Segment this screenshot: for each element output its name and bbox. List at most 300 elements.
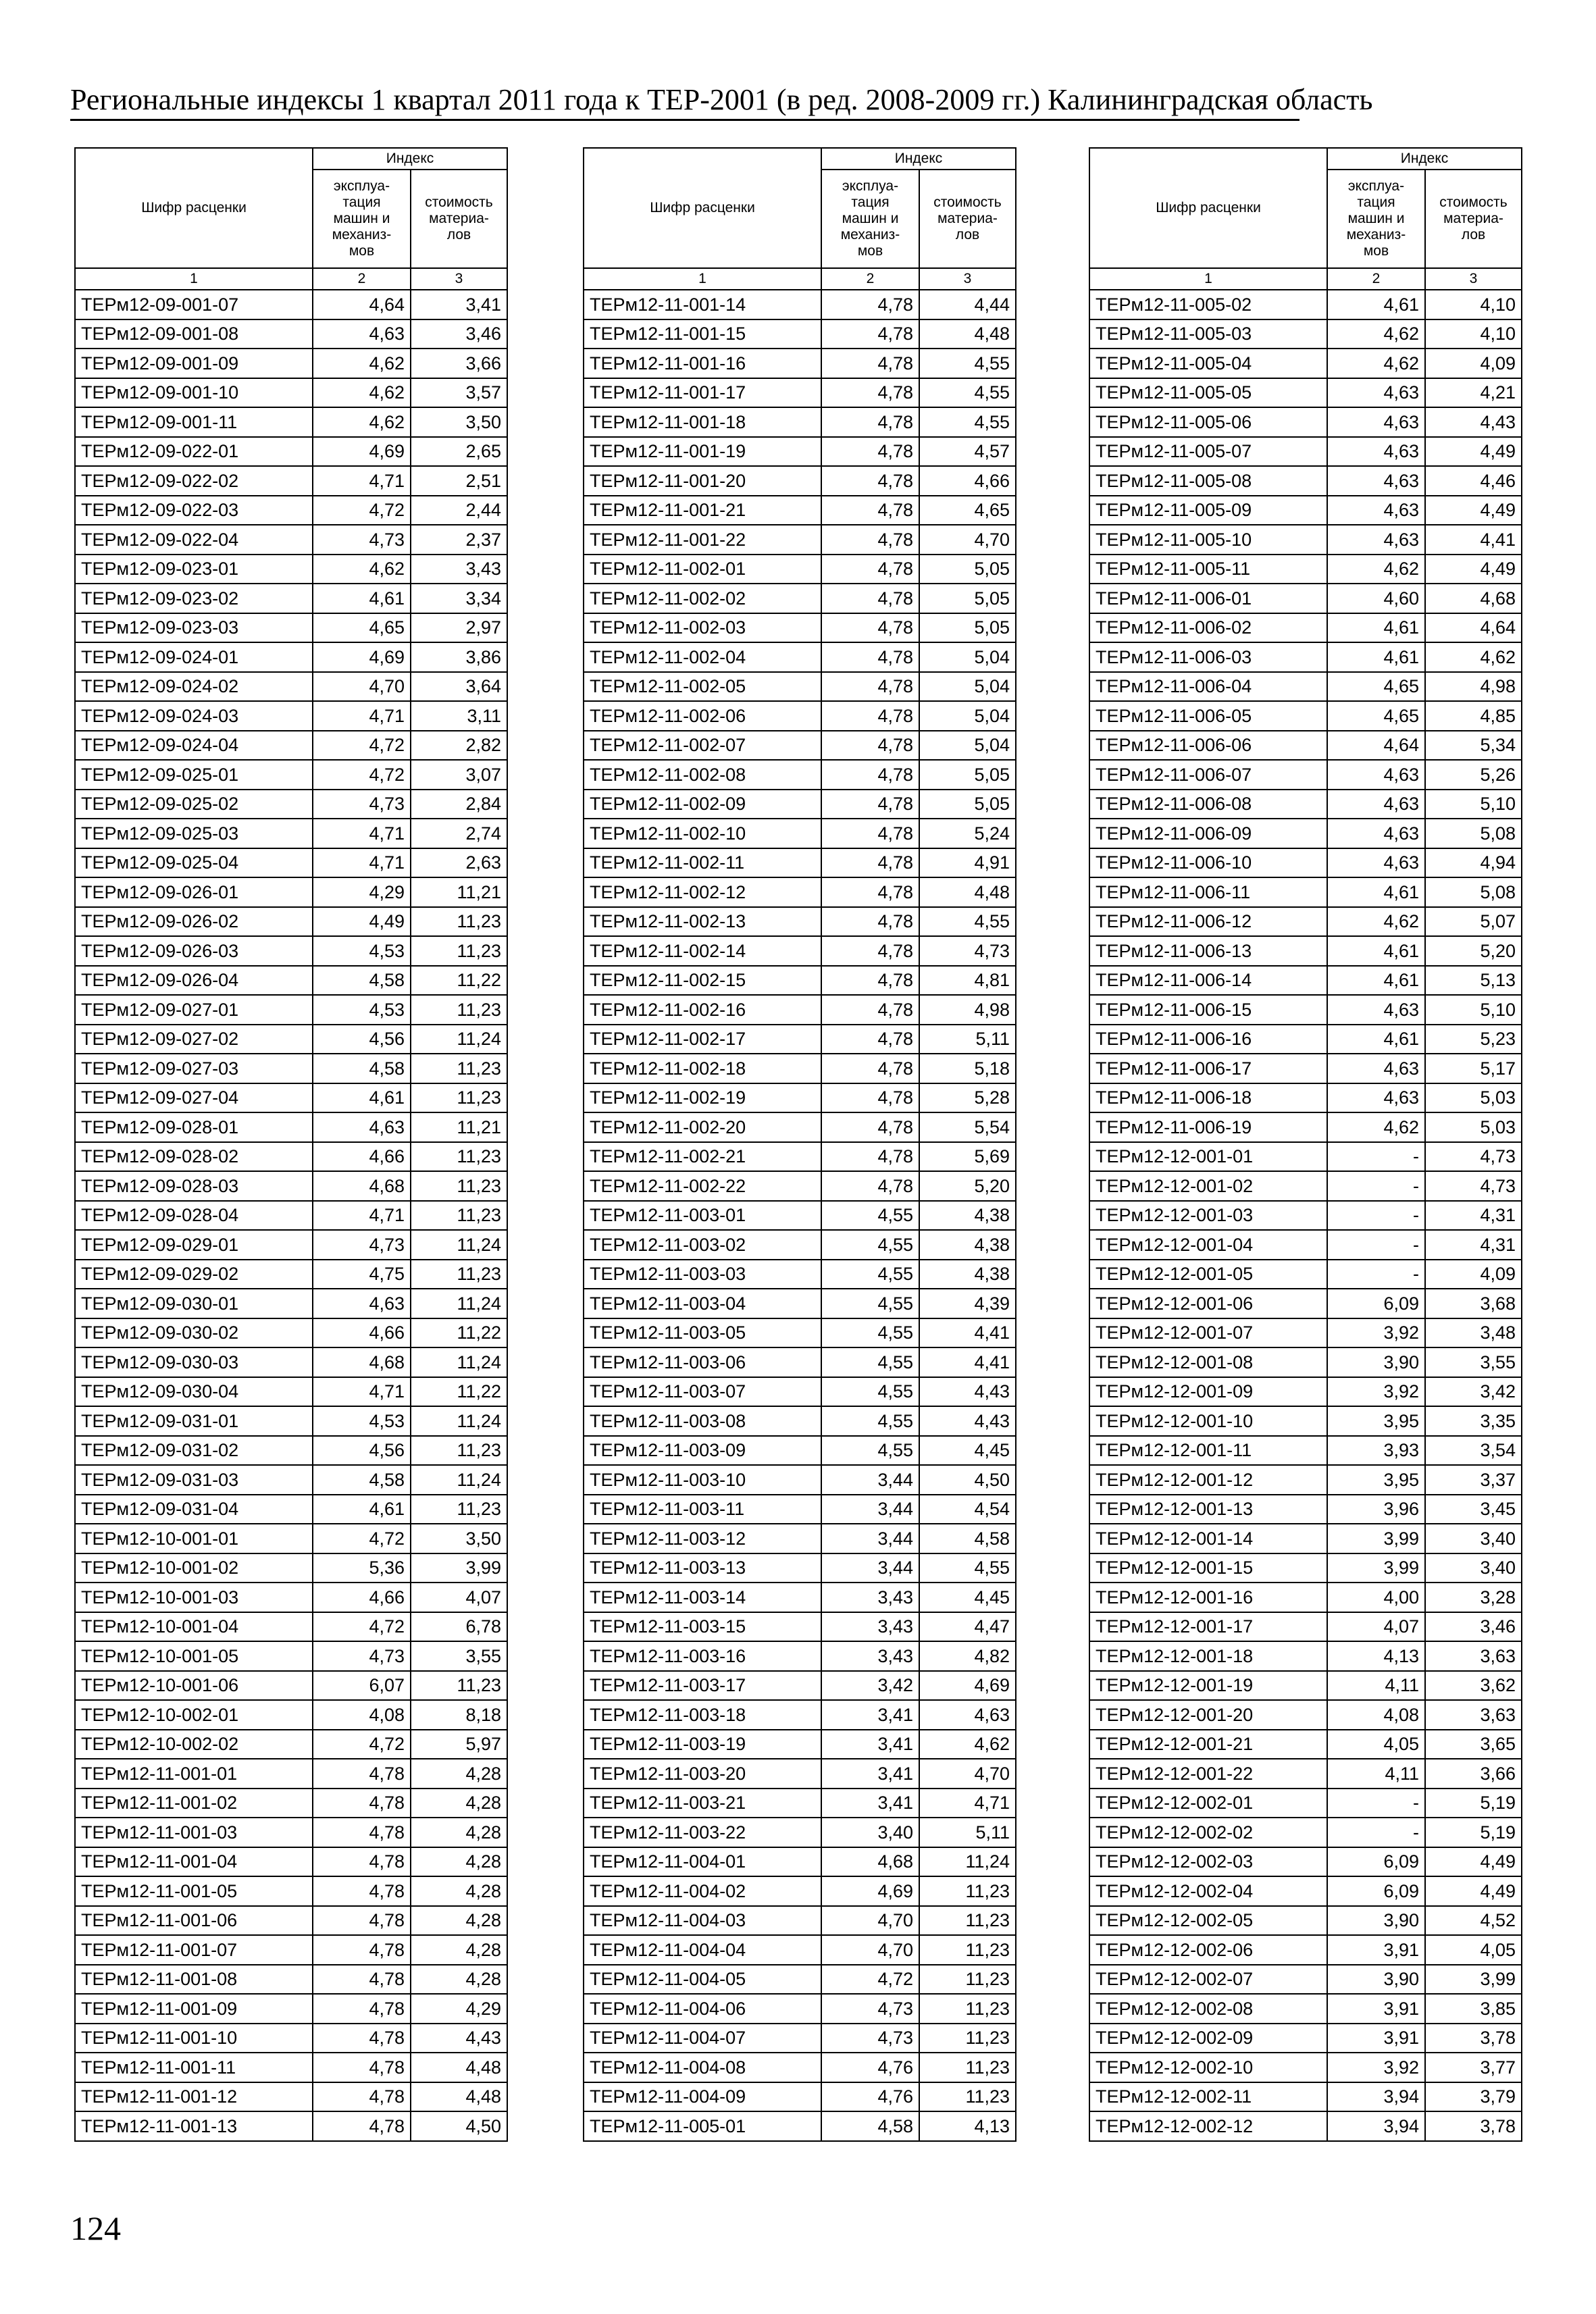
- materials-index-cell: 5,24: [919, 819, 1016, 848]
- materials-index-cell: 11,21: [411, 1112, 507, 1142]
- table-row: [75, 848, 507, 878]
- table-row: [584, 1789, 1016, 1818]
- materials-index-cell: 4,57: [919, 437, 1016, 467]
- machines-index-cell: 4,58: [313, 1465, 411, 1495]
- materials-index-cell: 3,42: [1425, 1377, 1522, 1407]
- materials-index-cell: 4,81: [919, 966, 1016, 996]
- table-row: [1089, 1965, 1522, 1995]
- machines-index-cell: 4,62: [1327, 319, 1425, 349]
- table-row: [1089, 1906, 1522, 1936]
- machines-index-cell: 4,64: [1327, 731, 1425, 761]
- rate-code-cell: ТЕРм12-11-002-05: [584, 672, 821, 702]
- machines-index-cell: 4,13: [1327, 1641, 1425, 1671]
- rate-code-cell: ТЕРм12-11-002-10: [584, 819, 821, 848]
- table-row: [75, 877, 507, 907]
- table-row: [75, 1083, 507, 1113]
- materials-index-cell: 11,22: [411, 1318, 507, 1348]
- table-row: [584, 848, 1016, 878]
- rate-code-cell: ТЕРм12-11-004-06: [584, 1994, 821, 2024]
- rate-code-cell: ТЕРм12-09-001-11: [75, 407, 313, 437]
- table-row: [75, 2024, 507, 2053]
- table-row: [1089, 1994, 1522, 2024]
- machines-index-cell: 3,42: [821, 1671, 919, 1701]
- materials-index-cell: 5,05: [919, 555, 1016, 584]
- rate-code-cell: ТЕРм12-11-001-20: [584, 466, 821, 496]
- rate-code-cell: ТЕРм12-11-004-02: [584, 1876, 821, 1906]
- machines-index-cell: 4,62: [1327, 555, 1425, 584]
- materials-index-cell: 4,71: [919, 1789, 1016, 1818]
- materials-index-cell: 11,22: [411, 1377, 507, 1407]
- materials-index-cell: 5,05: [919, 584, 1016, 613]
- materials-index-cell: 4,69: [919, 1671, 1016, 1701]
- rate-code-cell: ТЕРм12-11-003-07: [584, 1377, 821, 1407]
- header-index: Индекс: [313, 148, 507, 170]
- rate-code-cell: ТЕРм12-12-001-21: [1089, 1730, 1327, 1759]
- rate-code-cell: ТЕРм12-10-001-04: [75, 1612, 313, 1642]
- rate-code-cell: ТЕРм12-11-002-12: [584, 877, 821, 907]
- table-row: [1089, 319, 1522, 349]
- table-row: [584, 319, 1016, 349]
- table-row: [1089, 584, 1522, 613]
- materials-index-cell: 4,43: [411, 2024, 507, 2053]
- rate-code-cell: ТЕРм12-12-002-05: [1089, 1906, 1327, 1936]
- table-row: [584, 1583, 1016, 1612]
- materials-index-cell: 4,10: [1425, 319, 1522, 349]
- materials-index-cell: 5,97: [411, 1730, 507, 1759]
- rate-code-cell: ТЕРм12-12-001-13: [1089, 1495, 1327, 1524]
- table-row: [75, 1142, 507, 1172]
- table-row: [1089, 731, 1522, 761]
- machines-index-cell: 4,07: [1327, 1612, 1425, 1642]
- table-row: [75, 1318, 507, 1348]
- materials-index-cell: 11,22: [411, 966, 507, 996]
- table-row: [1089, 2053, 1522, 2082]
- machines-index-cell: 3,41: [821, 1759, 919, 1789]
- materials-index-cell: 3,99: [1425, 1965, 1522, 1995]
- machines-index-cell: 4,78: [313, 2111, 411, 2141]
- rate-code-cell: ТЕРм12-11-001-22: [584, 525, 821, 555]
- table-row: [584, 1230, 1016, 1260]
- table-row: [75, 1847, 507, 1877]
- machines-index-cell: 4,58: [821, 2111, 919, 2141]
- materials-index-cell: 11,23: [411, 907, 507, 937]
- machines-index-cell: 3,90: [1327, 1906, 1425, 1936]
- rate-code-cell: ТЕРм12-11-002-20: [584, 1112, 821, 1142]
- table-row: [584, 378, 1016, 408]
- machines-index-cell: 4,55: [821, 1436, 919, 1466]
- machines-index-cell: 3,92: [1327, 1377, 1425, 1407]
- machines-index-cell: 4,63: [313, 319, 411, 349]
- table-row: [584, 1406, 1016, 1436]
- rate-code-cell: ТЕРм12-11-001-10: [75, 2024, 313, 2053]
- materials-index-cell: 3,63: [1425, 1641, 1522, 1671]
- rate-code-cell: ТЕРм12-11-004-08: [584, 2053, 821, 2082]
- materials-index-cell: 3,78: [1425, 2024, 1522, 2053]
- header-col-number: 2: [313, 268, 411, 290]
- machines-index-cell: 4,56: [313, 1436, 411, 1466]
- rate-code-cell: ТЕРм12-12-001-22: [1089, 1759, 1327, 1789]
- machines-index-cell: 4,08: [313, 1700, 411, 1730]
- rate-code-cell: ТЕРм12-09-026-02: [75, 907, 313, 937]
- machines-index-cell: 3,44: [821, 1553, 919, 1583]
- table-row: [75, 1054, 507, 1083]
- rate-code-cell: ТЕРм12-11-003-04: [584, 1289, 821, 1318]
- table-row: [1089, 1847, 1522, 1877]
- rate-code-cell: ТЕРм12-09-025-01: [75, 760, 313, 790]
- machines-index-cell: 4,63: [1327, 525, 1425, 555]
- machines-index-cell: 3,43: [821, 1583, 919, 1612]
- rate-code-cell: ТЕРм12-09-029-02: [75, 1260, 313, 1289]
- materials-index-cell: 3,46: [411, 319, 507, 349]
- machines-index-cell: 3,99: [1327, 1524, 1425, 1553]
- machines-index-cell: 3,41: [821, 1730, 919, 1759]
- table-row: [584, 1112, 1016, 1142]
- machines-index-cell: 4,71: [313, 819, 411, 848]
- materials-index-cell: 11,23: [919, 2082, 1016, 2112]
- machines-index-cell: 3,95: [1327, 1406, 1425, 1436]
- materials-index-cell: 4,55: [919, 907, 1016, 937]
- table-row: [584, 1201, 1016, 1231]
- rate-code-cell: ТЕРм12-09-024-03: [75, 701, 313, 731]
- machines-index-cell: 4,78: [821, 1142, 919, 1172]
- materials-index-cell: 4,73: [919, 936, 1016, 966]
- materials-index-cell: 6,78: [411, 1612, 507, 1642]
- materials-index-cell: 3,50: [411, 407, 507, 437]
- machines-index-cell: 4,49: [313, 907, 411, 937]
- rate-code-cell: ТЕРм12-11-005-03: [1089, 319, 1327, 349]
- table-row: [75, 642, 507, 672]
- machines-index-cell: 3,44: [821, 1524, 919, 1553]
- table-row: [584, 907, 1016, 937]
- table-row: [1089, 1524, 1522, 1553]
- materials-index-cell: 3,78: [1425, 2111, 1522, 2141]
- machines-index-cell: 3,40: [821, 1818, 919, 1847]
- table-row: [1089, 1230, 1522, 1260]
- materials-index-cell: 3,40: [1425, 1553, 1522, 1583]
- table-row: [75, 1700, 507, 1730]
- table-row: [75, 1289, 507, 1318]
- materials-index-cell: 3,35: [1425, 1406, 1522, 1436]
- table-row: [75, 1935, 507, 1965]
- machines-index-cell: 4,66: [313, 1142, 411, 1172]
- materials-index-cell: 5,10: [1425, 995, 1522, 1025]
- table-row: [1089, 1935, 1522, 1965]
- materials-index-cell: 4,41: [1425, 525, 1522, 555]
- rate-code-cell: ТЕРм12-12-001-17: [1089, 1612, 1327, 1642]
- machines-index-cell: 4,78: [821, 819, 919, 848]
- materials-index-cell: 4,73: [1425, 1142, 1522, 1172]
- table-row: [75, 1583, 507, 1612]
- machines-index-cell: 4,11: [1327, 1671, 1425, 1701]
- table-row: [75, 2111, 507, 2141]
- rate-code-cell: ТЕРм12-11-003-10: [584, 1465, 821, 1495]
- materials-index-cell: 11,21: [411, 877, 507, 907]
- rate-code-cell: ТЕРм12-11-005-02: [1089, 290, 1327, 319]
- table-row: [584, 1994, 1016, 2024]
- materials-index-cell: 2,82: [411, 731, 507, 761]
- rate-code-cell: ТЕРм12-12-002-01: [1089, 1789, 1327, 1818]
- table-row: [584, 642, 1016, 672]
- rate-code-cell: ТЕРм12-11-005-01: [584, 2111, 821, 2141]
- machines-index-cell: 4,64: [313, 290, 411, 319]
- materials-index-cell: 11,24: [411, 1347, 507, 1377]
- table-row: [75, 731, 507, 761]
- materials-index-cell: 5,08: [1425, 819, 1522, 848]
- rate-code-cell: ТЕРм12-09-001-10: [75, 378, 313, 408]
- machines-index-cell: 4,55: [821, 1406, 919, 1436]
- materials-index-cell: 5,04: [919, 701, 1016, 731]
- table-row: [1089, 790, 1522, 819]
- table-row: [75, 319, 507, 349]
- machines-index-cell: 4,55: [821, 1377, 919, 1407]
- table-row: [584, 1436, 1016, 1466]
- table-row: [1089, 760, 1522, 790]
- materials-index-cell: 4,43: [919, 1377, 1016, 1407]
- rate-code-cell: ТЕРм12-11-003-09: [584, 1436, 821, 1466]
- machines-index-cell: 5,36: [313, 1553, 411, 1583]
- materials-index-cell: 3,64: [411, 672, 507, 702]
- rate-code-cell: ТЕРм12-09-023-03: [75, 613, 313, 643]
- materials-index-cell: 2,74: [411, 819, 507, 848]
- materials-index-cell: 4,39: [919, 1289, 1016, 1318]
- rate-code-cell: ТЕРм12-11-001-13: [75, 2111, 313, 2141]
- machines-index-cell: 4,63: [1327, 496, 1425, 525]
- table-row: [75, 966, 507, 996]
- machines-index-cell: 3,96: [1327, 1495, 1425, 1524]
- materials-index-cell: 2,44: [411, 496, 507, 525]
- materials-index-cell: 4,55: [919, 407, 1016, 437]
- rate-code-cell: ТЕРм12-12-001-12: [1089, 1465, 1327, 1495]
- materials-index-cell: 4,09: [1425, 349, 1522, 378]
- table-row: [75, 1112, 507, 1142]
- machines-index-cell: 4,78: [821, 290, 919, 319]
- machines-index-cell: 4,78: [821, 877, 919, 907]
- table-row: [1089, 877, 1522, 907]
- machines-index-cell: 4,78: [313, 1789, 411, 1818]
- rate-code-cell: ТЕРм12-11-002-16: [584, 995, 821, 1025]
- table-row: [75, 2053, 507, 2082]
- machines-index-cell: 4,62: [313, 349, 411, 378]
- table-row: [1089, 1671, 1522, 1701]
- machines-index-cell: 4,61: [1327, 936, 1425, 966]
- table-row: [1089, 1789, 1522, 1818]
- table-row: [1089, 1583, 1522, 1612]
- materials-index-cell: 4,28: [411, 1789, 507, 1818]
- table-row: [1089, 466, 1522, 496]
- materials-index-cell: 5,23: [1425, 1025, 1522, 1054]
- materials-index-cell: 5,03: [1425, 1112, 1522, 1142]
- rate-code-cell: ТЕРм12-11-006-04: [1089, 672, 1327, 702]
- rate-code-cell: ТЕРм12-11-002-18: [584, 1054, 821, 1083]
- machines-index-cell: 4,61: [313, 584, 411, 613]
- rate-code-cell: ТЕРм12-09-022-04: [75, 525, 313, 555]
- machines-index-cell: 3,94: [1327, 2082, 1425, 2112]
- materials-index-cell: 4,41: [919, 1347, 1016, 1377]
- table-row: [1089, 1465, 1522, 1495]
- table-row: [1089, 1112, 1522, 1142]
- table-row: [75, 1818, 507, 1847]
- machines-index-cell: 4,53: [313, 995, 411, 1025]
- table-row: [584, 613, 1016, 643]
- machines-index-cell: 4,65: [1327, 701, 1425, 731]
- machines-index-cell: 4,68: [821, 1847, 919, 1877]
- rate-code-cell: ТЕРм12-09-028-04: [75, 1201, 313, 1231]
- machines-index-cell: 4,73: [313, 1641, 411, 1671]
- materials-index-cell: 4,48: [919, 877, 1016, 907]
- table-row: [584, 672, 1016, 702]
- table-row: [584, 1495, 1016, 1524]
- table-row: [584, 995, 1016, 1025]
- rate-code-cell: ТЕРм12-10-002-02: [75, 1730, 313, 1759]
- materials-index-cell: 4,41: [919, 1318, 1016, 1348]
- materials-index-cell: 4,50: [919, 1465, 1016, 1495]
- header-col-number: 2: [1327, 268, 1425, 290]
- machines-index-cell: 3,92: [1327, 2053, 1425, 2082]
- table-row: [584, 1171, 1016, 1201]
- machines-index-cell: 6,09: [1327, 1876, 1425, 1906]
- materials-index-cell: 11,23: [411, 1436, 507, 1466]
- table-row: [75, 1377, 507, 1407]
- table-row: [75, 584, 507, 613]
- table-row: [1089, 1025, 1522, 1054]
- table-row: [1089, 1289, 1522, 1318]
- materials-index-cell: 5,26: [1425, 760, 1522, 790]
- rate-code-cell: ТЕРм12-11-001-16: [584, 349, 821, 378]
- rate-code-cell: ТЕРм12-11-004-05: [584, 1965, 821, 1995]
- table-row: [584, 555, 1016, 584]
- materials-index-cell: 4,55: [919, 378, 1016, 408]
- table-row: [1089, 1201, 1522, 1231]
- rate-code-cell: ТЕРм12-11-003-20: [584, 1759, 821, 1789]
- machines-index-cell: 4,78: [821, 407, 919, 437]
- rate-code-cell: ТЕРм12-11-006-11: [1089, 877, 1327, 907]
- machines-index-cell: 4,63: [1327, 819, 1425, 848]
- table-row: [1089, 2024, 1522, 2053]
- table-row: [1089, 1142, 1522, 1172]
- rate-code-cell: ТЕРм12-11-002-11: [584, 848, 821, 878]
- rate-code-cell: ТЕРм12-11-002-04: [584, 642, 821, 672]
- machines-index-cell: 4,72: [313, 1524, 411, 1553]
- rate-code-cell: ТЕРм12-09-028-02: [75, 1142, 313, 1172]
- materials-index-cell: 2,65: [411, 437, 507, 467]
- rate-code-cell: ТЕРм12-11-003-12: [584, 1524, 821, 1553]
- machines-index-cell: 4,78: [313, 1759, 411, 1789]
- rate-code-cell: ТЕРм12-12-001-02: [1089, 1171, 1327, 1201]
- table-row: [75, 1994, 507, 2024]
- materials-index-cell: 4,65: [919, 496, 1016, 525]
- machines-index-cell: -: [1327, 1230, 1425, 1260]
- materials-index-cell: 4,82: [919, 1641, 1016, 1671]
- materials-index-cell: 4,64: [1425, 613, 1522, 643]
- rate-code-cell: ТЕРм12-11-006-10: [1089, 848, 1327, 878]
- table-row: [75, 1671, 507, 1701]
- machines-index-cell: 3,99: [1327, 1553, 1425, 1583]
- materials-index-cell: 3,63: [1425, 1700, 1522, 1730]
- rate-code-cell: ТЕРм12-11-001-04: [75, 1847, 313, 1877]
- header-col-number: 1: [584, 268, 821, 290]
- materials-index-cell: 11,23: [411, 1260, 507, 1289]
- table-row: [1089, 1553, 1522, 1583]
- machines-index-cell: 4,78: [313, 2053, 411, 2082]
- rate-code-cell: ТЕРм12-11-005-09: [1089, 496, 1327, 525]
- materials-index-cell: 3,40: [1425, 1524, 1522, 1553]
- table-row: [584, 2024, 1016, 2053]
- rate-code-cell: ТЕРм12-11-002-17: [584, 1025, 821, 1054]
- machines-index-cell: 4,62: [313, 407, 411, 437]
- table-row: [75, 1465, 507, 1495]
- materials-index-cell: 4,98: [919, 995, 1016, 1025]
- rate-code-cell: ТЕРм12-11-002-08: [584, 760, 821, 790]
- machines-index-cell: 4,65: [1327, 672, 1425, 702]
- table-row: [584, 1965, 1016, 1995]
- table-row: [1089, 407, 1522, 437]
- table-row: [1089, 378, 1522, 408]
- materials-index-cell: 5,04: [919, 731, 1016, 761]
- machines-index-cell: -: [1327, 1818, 1425, 1847]
- header-machines: эксплуа- тация машин и механиз- мов: [313, 170, 411, 268]
- rate-code-cell: ТЕРм12-11-006-06: [1089, 731, 1327, 761]
- rate-code-cell: ТЕРм12-12-001-09: [1089, 1377, 1327, 1407]
- rate-code-cell: ТЕРм12-12-002-04: [1089, 1876, 1327, 1906]
- rate-code-cell: ТЕРм12-11-003-16: [584, 1641, 821, 1671]
- machines-index-cell: 3,44: [821, 1495, 919, 1524]
- rate-code-cell: ТЕРм12-11-005-06: [1089, 407, 1327, 437]
- materials-index-cell: 4,48: [411, 2082, 507, 2112]
- header-materials: стоимость материа- лов: [919, 170, 1016, 268]
- machines-index-cell: 4,55: [821, 1260, 919, 1289]
- table-row: [584, 1759, 1016, 1789]
- table-row: [584, 349, 1016, 378]
- rate-code-cell: ТЕРм12-11-002-19: [584, 1083, 821, 1113]
- rate-code-cell: ТЕРм12-09-027-01: [75, 995, 313, 1025]
- rate-code-cell: ТЕРм12-09-022-01: [75, 437, 313, 467]
- table-row: [75, 1171, 507, 1201]
- machines-index-cell: 3,43: [821, 1612, 919, 1642]
- rate-code-cell: ТЕРм12-11-006-15: [1089, 995, 1327, 1025]
- materials-index-cell: 5,19: [1425, 1789, 1522, 1818]
- rate-code-cell: ТЕРм12-09-023-01: [75, 555, 313, 584]
- table-row: [584, 1818, 1016, 1847]
- header-col-number: 1: [1089, 268, 1327, 290]
- materials-index-cell: 3,54: [1425, 1436, 1522, 1466]
- table-row: [584, 701, 1016, 731]
- rate-code-cell: ТЕРм12-11-001-06: [75, 1906, 313, 1936]
- rate-code-cell: ТЕРм12-11-001-17: [584, 378, 821, 408]
- machines-index-cell: 4,69: [821, 1876, 919, 1906]
- table-row: [75, 2082, 507, 2112]
- materials-index-cell: 11,23: [919, 2053, 1016, 2082]
- machines-index-cell: 4,76: [821, 2082, 919, 2112]
- table-row: [75, 1641, 507, 1671]
- machines-index-cell: 4,61: [1327, 290, 1425, 319]
- rate-code-cell: ТЕРм12-11-001-14: [584, 290, 821, 319]
- rate-code-cell: ТЕРм12-12-002-03: [1089, 1847, 1327, 1877]
- materials-index-cell: 11,23: [411, 1671, 507, 1701]
- materials-index-cell: 11,23: [919, 1935, 1016, 1965]
- materials-index-cell: 11,24: [411, 1406, 507, 1436]
- materials-index-cell: 11,23: [919, 1906, 1016, 1936]
- table-row: [75, 1230, 507, 1260]
- header-code: Шифр расценки: [1089, 148, 1327, 268]
- header-machines: эксплуа- тация машин и механиз- мов: [821, 170, 919, 268]
- materials-index-cell: 11,23: [919, 1965, 1016, 1995]
- rate-code-cell: ТЕРм12-09-022-03: [75, 496, 313, 525]
- rate-code-cell: ТЕРм12-09-027-02: [75, 1025, 313, 1054]
- rate-code-cell: ТЕРм12-12-001-11: [1089, 1436, 1327, 1466]
- materials-index-cell: 4,29: [411, 1994, 507, 2024]
- materials-index-cell: 8,18: [411, 1700, 507, 1730]
- rate-code-cell: ТЕРм12-09-028-03: [75, 1171, 313, 1201]
